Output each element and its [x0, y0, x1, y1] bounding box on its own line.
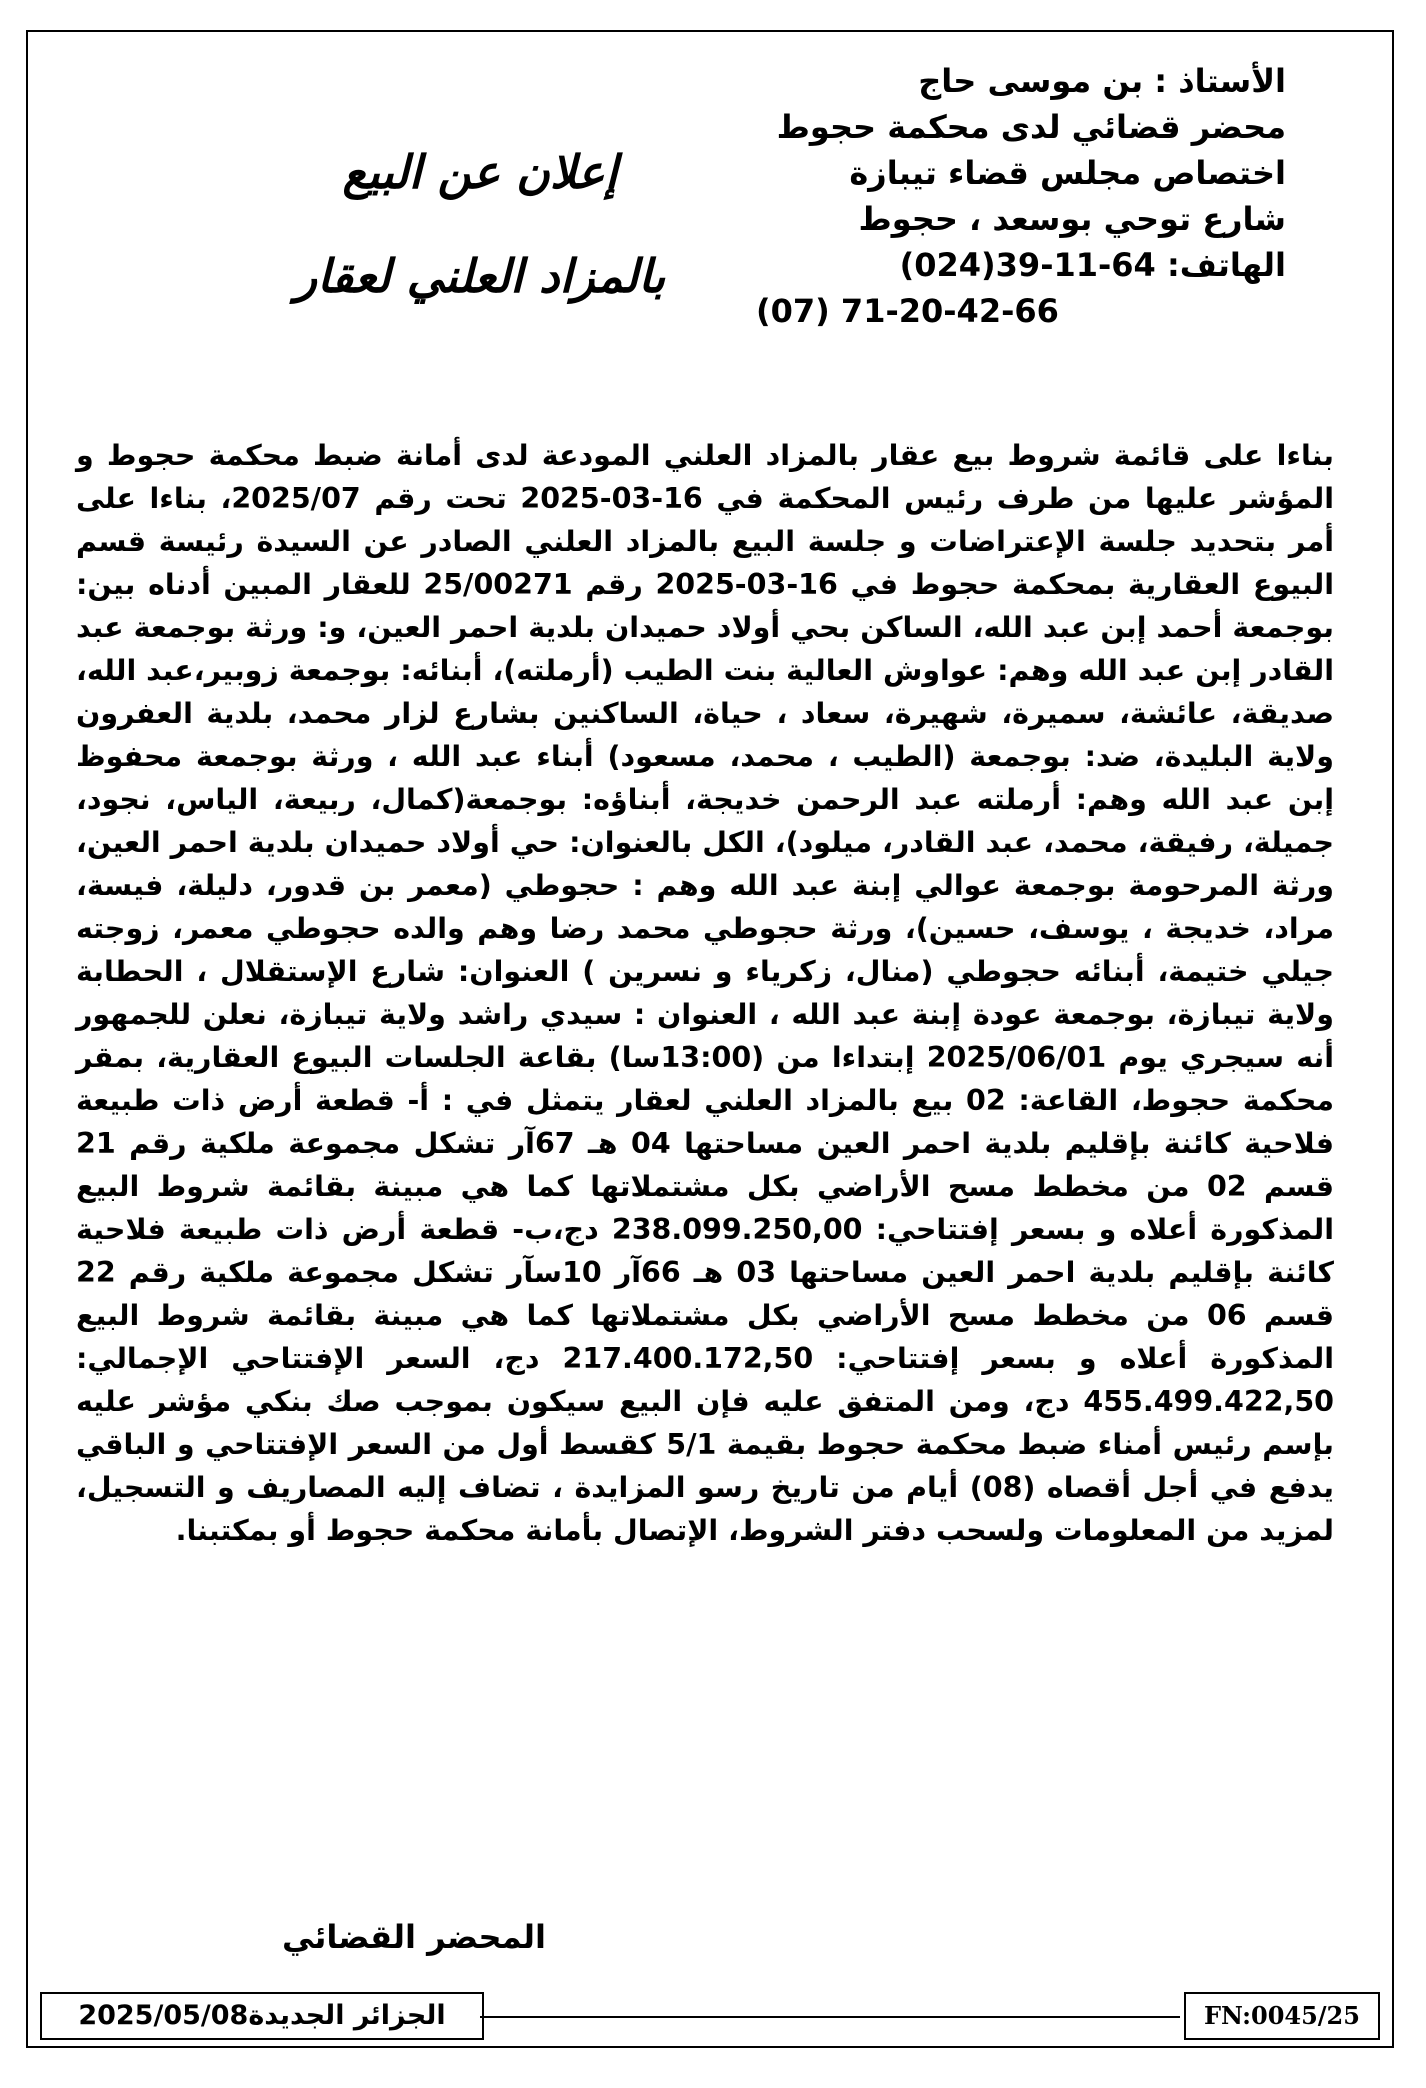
notice-body: بناءا على قائمة شروط بيع عقار بالمزاد العلني المودعة لدى أمانة ضبط محكمة حجوط و المؤشر عليها من طرف رئيس المحكمة في 16-03-2025 تحت رقم 2025/07، بناءا على أمر بتحديد جلسة الإعتراضات و جلسة البيع بالمزاد العلني الصادر عن السيدة رئيسة قسم البيوع العقارية بمحكمة حجوط في 16-03-2025 رقم 25/00271 للعقار المبين أدناه بين: بوجمعة أحمد إبن عبد الله، الساكن بحي أولاد حميدان بلدية احمر العين، و: ورثة بوجمعة عبد القادر إبن عبد الله وهم: عواوش العالية بنت الطيب (أرملته)، أبنائه: بوجمعة زوبير،عبد الله، صديقة، عائشة، سميرة، شهيرة، سعاد ، حياة، الساكنين بشارع لزار محمد، بلدية العفرون ولاية البليدة، ضد: بوجمعة (الطيب ، محمد، مسعود) أبناء عبد الله ، ورثة بوجمعة محفوظ إبن عبد الله وهم: أرملته عبد الرحمن خديجة، أبناؤه: بوجمعة(كمال، ربيعة، الياس، نجود، جميلة، رفيقة، محمد، عبد القادر، ميلود)، الكل بالعنوان: حي أولاد حميدان بلدية احمر العين، ورثة المرحومة بوجمعة عوالي إبنة عبد الله وهم : حجوطي (معمر بن قدور، دليلة، فيسة، مراد، خديجة ، يوسف، حسين)، ورثة حجوطي محمد رضا وهم والده حجوطي معمر، زوجته جيلي ختيمة، أبنائه حجوطي (منال، زكرياء و نسرين ) العنوان: شارع الإستقلال ، الحطابة ولاية تيبازة، بوجمعة عودة إبنة عبد الله ، العنوان : سيدي راشد ولاية تيبازة، نعلن للجمهور أنه سيجري يوم 2025/06/01 إبتداءا من (13:00سا) بقاعة الجلسات البيوع العقارية، بمقر محكمة حجوط، القاعة: 02 بيع بالمزاد العلني لعقار يتمثل في : أ- قطعة أرض ذات طبيعة فلاحية كائنة بإقليم بلدية احمر العين مساحتها 04 هـ 67آر تشكل مجموعة ملكية رقم 21 قسم 02 من مخطط مسح الأراضي بكل مشتملاتها كما هي مبينة بقائمة شروط البيع المذكورة أعلاه و بسعر إفتتاحي: 238.099.250,00 دج،ب- قطعة أرض ذات طبيعة فلاحية كائنة بإقليم بلدية احمر العين مساحتها 03 هـ 66آر 10سآر تشكل مجموعة ملكية رقم 22 قسم 06 من مخطط مسح الأراضي بكل مشتملاتها كما هي مبينة بقائمة شروط البيع المذكورة أعلاه و بسعر إفتتاحي: 217.400.172,50 دج، السعر الإفتتاحي الإجمالي: 455.499.422,50 دج، ومن المتفق عليه فإن البيع سيكون بموجب صك بنكي مؤشر عليه بإسم رئيس أمناء ضبط محكمة حجوط بقيمة 5/1 كقسط أول من السعر الإفتتاحي و الباقي يدفع في أجل أقصاه (08) أيام من تاريخ رسو المزايدة ، تضاف إليه المصاريف و التسجيل، لمزيد من المعلومات ولسحب دفتر الشروط، الإتصال بأمانة محكمة حجوط أو بمكتبنا.: [76, 439, 1335, 1547]
notice-title: [270, 120, 690, 328]
bailiff-address: شارع توحي بوسعد ، حجوط: [858, 200, 1286, 238]
notice-title-line-1: إعلان عن البيع: [342, 145, 618, 199]
bailiff-title: محضر قضائي لدى محكمة حجوط: [776, 108, 1286, 146]
bailiff-header: [726, 58, 1286, 334]
bailiff-name: الأستاذ : بن موسى حاج: [918, 62, 1286, 100]
signature: المحضر القضائي: [281, 1918, 546, 1956]
bailiff-jurisdiction: اختصاص مجلس قضاء تيبازة: [849, 154, 1286, 192]
footer-divider: [480, 2016, 1180, 2018]
bailiff-phone: الهاتف: 64-11-39(024): [899, 246, 1286, 284]
notice-title-line-2: بالمزاد العلني لعقار: [294, 249, 666, 303]
bailiff-mobile: (07) 71-20-42-66: [756, 292, 1059, 330]
newspaper-date-box: الجزائر الجديدة2025/05/08: [40, 1992, 484, 2040]
file-number-box: FN:0045/25: [1184, 1992, 1380, 2040]
